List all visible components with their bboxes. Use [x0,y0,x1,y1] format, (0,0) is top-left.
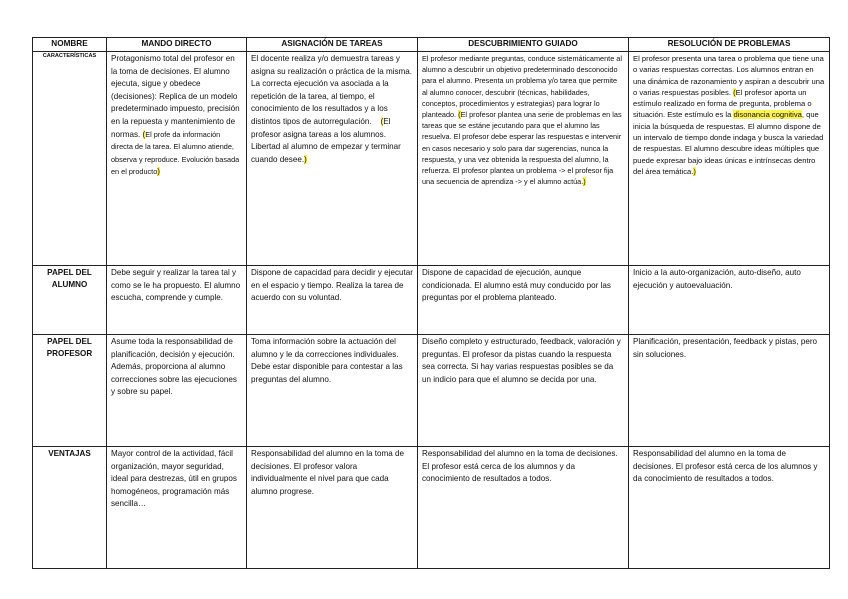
header-row [33,38,830,52]
cell-ventajas-resolucion: Responsabilidad del alumno en la toma de decisiones. El profesor está cerca de los alumnos y da conocimiento de resultados a todos. [629,447,830,569]
header-resolucion-problemas: RESOLUCIÓN DE PROBLEMAS [629,38,830,52]
cell-profesor-asignacion: Toma información sobre la actuación del alumno y le da correcciones individuales. Debe estar disponible para contestar a las preguntas del alumno. [247,335,418,447]
cell-profesor-mando: Asume toda la responsabilidad de planificación, decisión y ejecución. Además, proporciona al alumno correcciones sobre las ejecuciones y sobre su papel. [107,335,247,447]
cell-alumno-asignacion: Dispone de capacidad para decidir y ejecutar en el espacio y tiempo. Realiza la tarea de acuerdo con su voluntad. [247,266,418,335]
cell-alumno-mando: Debe seguir y realizar la tarea tal y como se le ha propuesto. El alumno escucha, comprende y cumple. [107,266,247,335]
teaching-styles-table [32,37,830,569]
header-asignacion-tareas: ASIGNACIÓN DE TAREAS [247,38,418,52]
header-nombre: NOMBRE [33,38,107,52]
cell-note-b: , que inicia la búsqueda de respuestas. El alumno dispone de un intervalo de tiempo donde indaga y busca la variedad de respuestas. El alumno descubre ideas múltiples que puede expresar bajo ideas únicas e intrínsecas dentro del área temática. [633,110,824,176]
note-close: ) [304,154,307,164]
table-row-ventajas [33,447,830,569]
table-row-papel-profesor [33,335,830,447]
cell-note: El profesor plantea una serie de problemas en las tareas que se estáne jecutando para que el alumno las resuelva. El profesor debe esperar las respuestas e intervenir en casos necesario y solo para dar sugerencias, nunca la respuesta, y una vez obtenida la respuesta del alumno, la refuerza. El profesor plantea un problema -> el profesor fija una secuencia de aprendiza -> y el alumno actúa. [422,110,622,187]
row-label-papel-profesor: PAPEL DEL PROFESOR [33,335,107,447]
cell-ventajas-descubrimiento: Responsabilidad del alumno en la toma de decisiones. El profesor está cerca de los alumnos y da conocimiento de resultados a todos. [418,447,629,569]
cell-ventajas-asignacion: Responsabilidad del alumno en la toma de decisiones. El profesor valora individualmente el nivel para que cada alumno progrese. [247,447,418,569]
cell-caracteristicas-descubrimiento [418,52,629,266]
row-label-caracteristicas: CARACTERÍSTICAS [33,52,107,266]
cell-caracteristicas-mando [107,52,247,266]
cell-ventajas-mando: Mayor control de la actividad, fácil organización, mayor seguridad, ideal para destrezas, útil en grupos homogéneos, programación más sencilla… [107,447,247,569]
note-open: ( [733,87,736,97]
note-close: ) [157,167,160,177]
note-open: ( [142,129,146,139]
cell-note: El profesor asigna tareas a los alumnos. Libertad al alumno de empezar y terminar cuando desee. [251,116,401,164]
cell-text: El profesor presenta una tarea o problema que tiene una o varias respuestas correctas. Los alumnos entran en una dinámica de razonamiento y aspiran a descubrir una o varias respuestas posibles. [633,54,825,97]
row-label-papel-alumno: PAPEL DEL ALUMNO [33,266,107,335]
row-label-ventajas: VENTAJAS [33,447,107,569]
cell-profesor-descubrimiento: Diseño completo y estructurado, feedback, valoración y preguntas. El profesor da pistas cuando la respuesta sea correcta. Si hay varias respuestas posibles se da un indicio para que el alumno se decida por una. [418,335,629,447]
cell-caracteristicas-asignacion [247,52,418,266]
cell-note-a: El profesor aporta un estímulo realizado en forma de pregunta, problema o situación. Este estímulo es la [633,87,812,120]
table-row-papel-alumno [33,266,830,335]
cell-alumno-resolucion: Inicio a la auto-organización, auto-diseño, auto ejecución y autoevaluación. [629,266,830,335]
header-mando-directo: MANDO DIRECTO [107,38,247,52]
cell-alumno-descubrimiento: Dispone de capacidad de ejecución, aunque condicionada. El alumno está muy conducido por las preguntas por el problema planteado. [418,266,629,335]
note-open: ( [380,116,384,126]
table-row-caracteristicas [33,52,830,266]
cell-text: El profesor mediante preguntas, conduce sistemáticamente al alumno a descubrir un objetivo predeterminado desconocido para el alumno. Presenta un problema y/o tarea que permite al alumno conocer, descubrir (técnicas, habilidades, conceptos, procedimientos y estrategias) para lograr lo planteado. [422,54,622,120]
cell-caracteristicas-resolucion [629,52,830,266]
header-descubrimiento-guiado: DESCUBRIMIENTO GUIADO [418,38,629,52]
cell-profesor-resolucion: Planificación, presentación, feedback y pistas, pero sin soluciones. [629,335,830,447]
cell-note: El profe da información directa de la tarea. El alumno atiende, observa y reproduce. Evolución basada en el producto [111,129,240,177]
cell-text: Protagonismo total del profesor en la toma de decisiones. El alumno ejecuta, sigue y obedece (decisiones): Replica de un modelo predeterminado impuesto, precisión en la repuesta y mantenimiento de normas. [111,54,240,139]
highlight-disonancia: disonancia cognitiva [733,110,802,120]
note-close: ) [693,166,696,176]
note-close: ) [583,177,586,187]
cell-text: El docente realiza y/o demuestra tareas y asigna su realización o práctica de la misma. La correcta ejecución va asociada a la repetición de la tarea, al tiempo, el conocimiento de los resultados y a los distintos tipos de autorregulación. [251,54,413,126]
note-open: ( [458,110,461,120]
